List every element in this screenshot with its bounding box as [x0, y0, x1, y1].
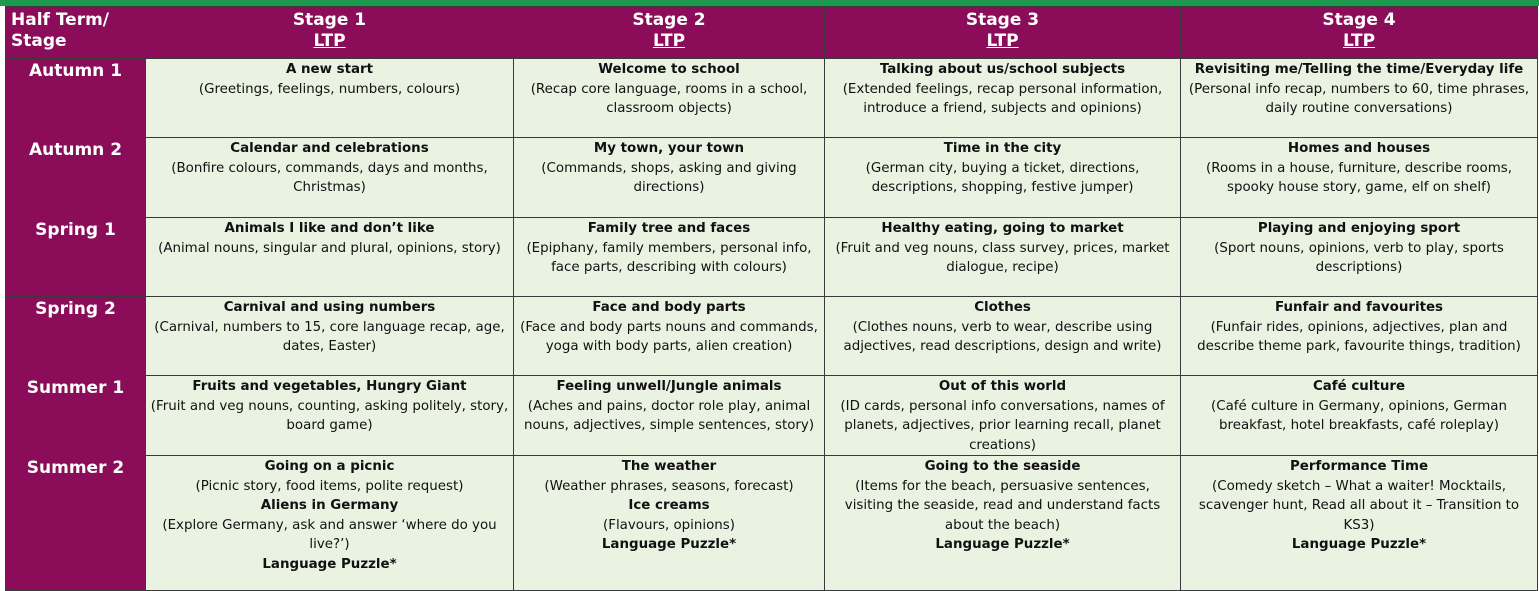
lesson-cell: [1181, 376, 1538, 456]
unit-title: Ice creams: [628, 498, 710, 513]
unit-description: (Personal info recap, numbers to 60, time phrases, daily routine conversations): [1188, 81, 1530, 116]
unit-title: Feeling unwell/Jungle animals: [556, 379, 782, 394]
unit-title: Aliens in Germany: [260, 498, 399, 513]
lesson-cell: [825, 297, 1181, 376]
lesson-cell: [514, 218, 825, 297]
lesson-cell: [514, 59, 825, 138]
unit-description: (Comedy sketch – What a waiter! Mocktails, scavenger hunt, Read all about it – Transition to KS3): [1198, 478, 1520, 533]
unit-description: (Picnic story, food items, polite request): [195, 478, 464, 494]
unit-title: The weather: [621, 459, 717, 474]
stage-header: [825, 7, 1181, 59]
lesson-cell: [1181, 456, 1538, 591]
corner-line-2: Stage: [11, 31, 67, 51]
language-puzzle-label: Language Puzzle*: [935, 537, 1070, 552]
ltp-link[interactable]: LTP: [652, 31, 686, 51]
table-row: [6, 138, 1538, 218]
unit-title: Calendar and celebrations: [230, 141, 429, 156]
unit-title: Playing and enjoying sport: [1257, 221, 1461, 236]
unit-description: (Face and body parts nouns and commands, yoga with body parts, alien creation): [520, 319, 818, 354]
lesson-cell: [825, 138, 1181, 218]
unit-description: (ID cards, personal info conversations, names of planets, adjectives, prior learning recall, planet creations): [840, 398, 1165, 453]
ltp-link[interactable]: LTP: [313, 31, 346, 51]
unit-title: Revisiting me/Telling the time/Everyday life: [1194, 62, 1524, 77]
language-puzzle-label: Language Puzzle*: [1291, 537, 1427, 552]
unit-title: Family tree and faces: [587, 221, 751, 236]
unit-title: Café culture: [1312, 379, 1406, 394]
unit-description: (Funfair rides, opinions, adjectives, plan and describe theme park, favourite things, tradition): [1197, 319, 1521, 354]
lesson-cell: [1181, 218, 1538, 297]
term-label: Summer 2: [6, 456, 146, 591]
unit-title: Welcome to school: [598, 62, 740, 77]
table-row: [6, 218, 1538, 297]
unit-description: (Flavours, opinions): [603, 517, 735, 533]
unit-title: Performance Time: [1289, 459, 1429, 474]
corner-header: [6, 7, 146, 59]
unit-description: (Café culture in Germany, opinions, German breakfast, hotel breakfasts, café roleplay): [1211, 398, 1507, 433]
stage-header: [1181, 7, 1538, 59]
language-puzzle-label: Language Puzzle*: [262, 556, 397, 572]
unit-description: (Aches and pains, doctor role play, animal nouns, adjectives, simple sentences, story): [523, 398, 815, 433]
lesson-cell: [146, 456, 514, 591]
lesson-cell: [514, 138, 825, 218]
term-label: Autumn 1: [6, 59, 146, 138]
unit-description: (Epiphany, family members, personal info, face parts, describing with colours): [526, 240, 812, 275]
unit-title: Fruits and vegetables, Hungry Giant: [192, 379, 467, 394]
unit-title: My town, your town: [593, 141, 745, 156]
lesson-cell: [514, 376, 825, 456]
unit-title: Healthy eating, going to market: [881, 221, 1124, 236]
ltp-link[interactable]: LTP: [986, 31, 1019, 51]
unit-description: (Rooms in a house, furniture, describe rooms, spooky house story, game, elf on shelf): [1206, 160, 1512, 195]
lesson-cell: [146, 297, 514, 376]
lesson-cell: [146, 138, 514, 218]
unit-title: Clothes: [974, 300, 1031, 315]
term-label: Autumn 2: [6, 138, 146, 218]
language-puzzle-label: Language Puzzle*: [601, 537, 737, 552]
unit-description: (Recap core language, rooms in a school, classroom objects): [530, 81, 808, 116]
table-row: [6, 297, 1538, 376]
unit-description: (Sport nouns, opinions, verb to play, sports descriptions): [1214, 240, 1504, 275]
lesson-cell: [514, 456, 825, 591]
corner-line-1: Half Term/: [11, 10, 110, 30]
lesson-cell: [825, 456, 1181, 591]
unit-title: Homes and houses: [1287, 141, 1431, 156]
unit-title: Face and body parts: [592, 300, 746, 315]
unit-title: Going to the seaside: [924, 459, 1081, 474]
table-body: [6, 59, 1538, 591]
lesson-cell: [514, 297, 825, 376]
lesson-cell: [1181, 297, 1538, 376]
lesson-cell: [1181, 138, 1538, 218]
unit-title: Carnival and using numbers: [223, 300, 436, 315]
stage-header: [146, 7, 514, 59]
unit-description: (Clothes nouns, verb to wear, describe using adjectives, read descriptions, design and write): [843, 319, 1162, 354]
table-row: [6, 376, 1538, 456]
unit-title: Talking about us/school subjects: [879, 62, 1126, 77]
term-label: Spring 1: [6, 218, 146, 297]
lesson-cell: [825, 59, 1181, 138]
stage-title: Stage 1: [292, 10, 367, 30]
unit-title: Animals I like and don’t like: [224, 221, 435, 236]
unit-description: (Carnival, numbers to 15, core language recap, age, dates, Easter): [154, 319, 505, 354]
unit-title: A new start: [285, 62, 374, 77]
unit-description: (German city, buying a ticket, directions, descriptions, shopping, festive jumper): [865, 160, 1140, 195]
table-row: [6, 59, 1538, 138]
lesson-cell: [1181, 59, 1538, 138]
lesson-cell: [146, 218, 514, 297]
term-label: Spring 2: [6, 297, 146, 376]
unit-title: Going on a picnic: [264, 459, 395, 474]
unit-description: (Extended feelings, recap personal information, introduce a friend, subjects and opinions): [842, 81, 1163, 116]
lesson-cell: [146, 376, 514, 456]
unit-description: (Commands, shops, asking and giving directions): [541, 160, 797, 195]
table-row: [6, 456, 1538, 591]
unit-title: Out of this world: [938, 379, 1067, 394]
unit-description: (Fruit and veg nouns, counting, asking politely, story, board game): [150, 398, 509, 433]
unit-description: (Weather phrases, seasons, forecast): [544, 478, 794, 494]
unit-description: (Animal nouns, singular and plural, opinions, story): [158, 240, 501, 256]
unit-title: Funfair and favourites: [1274, 300, 1444, 315]
stage-title: Stage 3: [965, 10, 1040, 30]
stage-title: Stage 4: [1322, 10, 1396, 30]
header-row: [6, 7, 1538, 59]
unit-description: (Items for the beach, persuasive sentences, visiting the seaside, read and understand facts about the beach): [844, 478, 1161, 533]
stage-title: Stage 2: [632, 10, 706, 30]
ltp-link[interactable]: LTP: [1342, 31, 1376, 51]
unit-description: (Explore Germany, ask and answer ‘where do you live?’): [162, 517, 497, 552]
curriculum-table: [5, 6, 1538, 591]
lesson-cell: [825, 376, 1181, 456]
unit-description: (Greetings, feelings, numbers, colours): [198, 81, 461, 97]
unit-description: (Fruit and veg nouns, class survey, prices, market dialogue, recipe): [835, 240, 1170, 275]
lesson-cell: [146, 59, 514, 138]
stage-header: [514, 7, 825, 59]
lesson-cell: [825, 218, 1181, 297]
unit-title: Time in the city: [943, 141, 1062, 156]
unit-description: (Bonfire colours, commands, days and months, Christmas): [171, 160, 488, 195]
term-label: Summer 1: [6, 376, 146, 456]
